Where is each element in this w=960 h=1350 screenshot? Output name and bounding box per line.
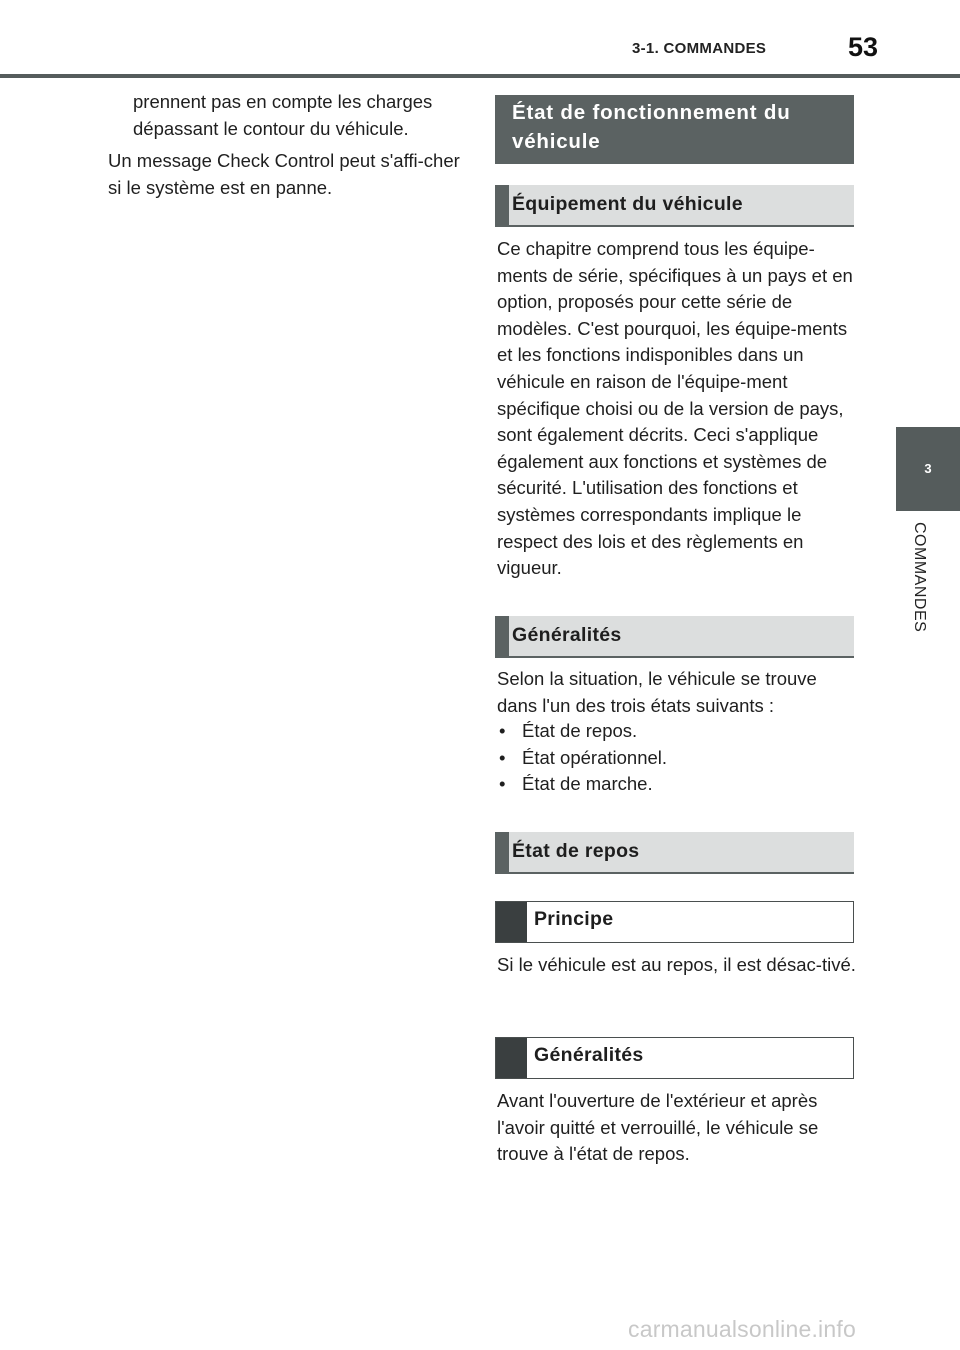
list-item: • État de marche. (497, 771, 667, 798)
chapter-label (902, 522, 942, 652)
main-heading: État de fonctionnement du véhicule (495, 95, 854, 164)
states-list (497, 718, 667, 798)
section-heading-equipment-text: Équipement du véhicule (512, 193, 743, 215)
chapter-label-text: COMMANDES (911, 522, 928, 633)
subsection-heading-general-text: Généralités (534, 1044, 644, 1066)
equipment-paragraph: Ce chapitre comprend tous les équipe-ments de série, spécifiques à un pays et en option, proposés pour cette série de modèles. C'est pourquoi, les équipe-ments et les fonctions indisponibles dans un véhicule en raison de l'équipe-ment spécifique choisi ou de la version de pays, sont également décrits. Ceci s'applique également aux fonctions et systèmes de sécurité. L'utilisation des fonctions et systèmes correspondants implique le respect des lois et des règlements en vigueur. (497, 238, 853, 579)
page-number: 53 (848, 32, 879, 62)
header-divider (0, 74, 960, 78)
section-heading-rest-state (495, 832, 854, 874)
section-heading-general (495, 616, 854, 658)
section-heading-general-text: Généralités (512, 624, 622, 646)
rest-general-paragraph: Avant l'ouverture de l'extérieur et après l'avoir quitté et verrouillé, le véhicule se trouve à l'état de repos. (497, 1090, 819, 1165)
list-item: • État de repos. (497, 718, 667, 745)
general-paragraph: Selon la situation, le véhicule se trouve dans l'un des trois états suivants : (497, 668, 817, 716)
left-paragraph-2: Un message Check Control peut s'affi-cher si le système est en panne. (108, 150, 460, 198)
list-item: • État opérationnel. (497, 745, 667, 772)
subsection-heading-general (495, 1037, 854, 1079)
subsection-heading-principle (495, 901, 854, 943)
section-header-title: 3-1. COMMANDES (632, 40, 767, 57)
left-paragraph-1: prennent pas en compte les charges dépassant le contour du véhicule. (133, 91, 433, 139)
principle-paragraph: Si le véhicule est au repos, il est désac-tivé. (497, 954, 856, 975)
chapter-tab[interactable]: 3 (896, 427, 960, 511)
subsection-heading-principle-text: Principe (534, 908, 614, 930)
section-heading-rest-state-text: État de repos (512, 840, 640, 862)
section-heading-equipment (495, 185, 854, 227)
watermark: carmanualsonline.info (628, 1316, 856, 1342)
